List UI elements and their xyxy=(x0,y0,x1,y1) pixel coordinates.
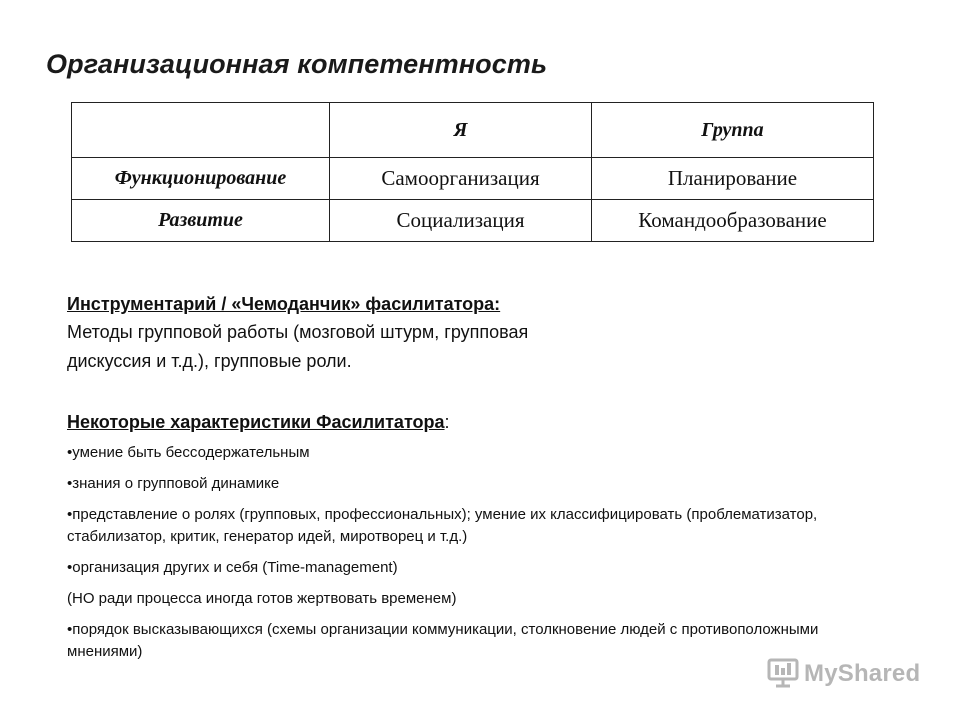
cell-self-organization: Самоорганизация xyxy=(330,158,592,200)
characteristics-heading xyxy=(67,409,897,435)
presentation-icon xyxy=(766,655,800,694)
slide-title: Организационная компетентность xyxy=(46,49,548,79)
content-block xyxy=(67,291,897,672)
row-label-functioning: Функционирование xyxy=(72,158,330,200)
table-row xyxy=(72,158,874,200)
characteristics-list xyxy=(67,442,897,663)
table-header-empty xyxy=(72,103,330,158)
cell-planning: Планирование xyxy=(592,158,874,200)
competence-table xyxy=(71,102,874,242)
cell-team-building: Командообразование xyxy=(592,200,874,242)
list-item: •представление о ролях (групповых, профессиональных); умение их классифицировать (проблематизатор, стабилизатор, критик, генератор идей, миротворец и т.д.) xyxy=(67,506,818,545)
row-label-development: Развитие xyxy=(72,200,330,242)
watermark-text: MyShared xyxy=(804,660,921,687)
watermark xyxy=(766,655,920,693)
list-item: (НО ради процесса иногда готов жертвовать временем) xyxy=(67,590,457,607)
list-item: •умение быть бессодержательным xyxy=(67,444,310,461)
toolkit-text: Методы групповой работы (мозговой штурм, групповая дискуссия и т.д.), групповые роли. xyxy=(67,322,529,371)
characteristics-heading-colon: : xyxy=(444,412,450,432)
list-item: •порядок высказывающихся (схемы организации коммуникации, столкновение людей с противоположными мнениями) xyxy=(67,621,819,660)
table-header-row xyxy=(72,103,874,158)
cell-socialization: Социализация xyxy=(330,200,592,242)
characteristics-heading-text: Некоторые характеристики Фасилитатора xyxy=(67,412,445,432)
list-item: •знания о групповой динамике xyxy=(67,475,280,492)
table-header-self: Я xyxy=(330,103,592,158)
toolkit-heading: Инструментарий / «Чемоданчик» фасилитатора: xyxy=(67,294,501,314)
table-row xyxy=(72,200,874,242)
table-header-group: Группа xyxy=(592,103,874,158)
list-item: •организация других и себя (Time-management) xyxy=(67,559,398,576)
